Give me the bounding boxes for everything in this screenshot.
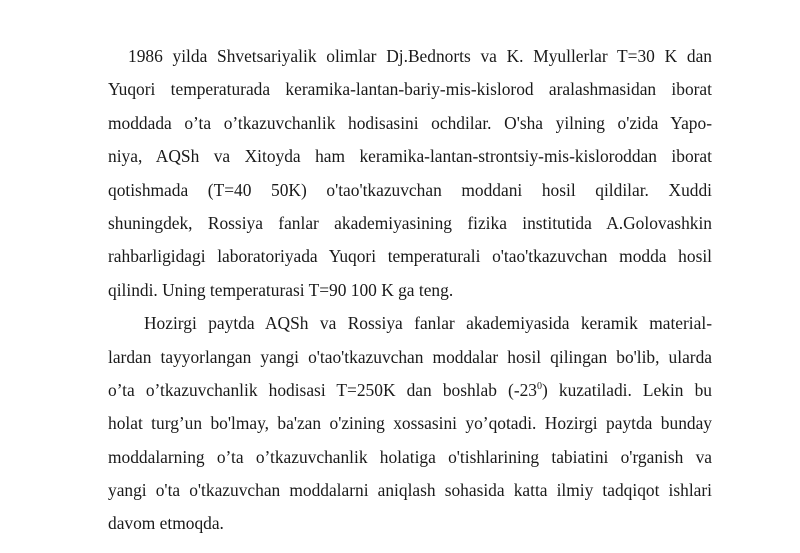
text-line: moddada o’ta o’tkazuvchanlik hodisasini ochdilar. O'sha yilning o'zida Yapo- xyxy=(108,112,712,133)
document-page xyxy=(108,40,712,541)
text-segment: ) kuzatiladi. Lekin bu xyxy=(542,379,712,400)
paragraph-2 xyxy=(108,307,712,541)
text-line: qotishmada (T=40 50K) o'tao'tkazuvchan moddani hosil qildilar. Xuddi xyxy=(108,179,712,200)
text-line: shuningdek, Rossiya fanlar akademiyasining fizika institutida A.Golovashkin xyxy=(108,212,712,233)
text-line: lardan tayyorlangan yangi o'tao'tkazuvchan moddalar hosil qilingan bo'lib, ularda xyxy=(108,346,712,367)
text-line: qilindi. Uning temperaturasi T=90 100 K ga teng. xyxy=(108,279,454,300)
text-line: rahbarligidagi laboratoriyada Yuqori temperaturali o'tao'tkazuvchan modda hosil xyxy=(108,246,712,267)
text-line: davom etmoqda. xyxy=(108,513,224,534)
text-segment: o’ta o’tkazuvchanlik hodisasi T=250K dan boshlab (-23 xyxy=(108,379,538,400)
text-line: 1986 yilda Shvetsariyalik olimlar Dj.Bednorts va K. Myullerlar T=30 K dan xyxy=(128,46,712,66)
text-line: moddalarning o’ta o’tkazuvchanlik holatiga o'tishlarining tabiatini o'rganish va xyxy=(108,446,712,467)
text-line: yangi o'ta o'tkazuvchan moddalarni aniqlash sohasida katta ilmiy tadqiqot ishlari xyxy=(108,480,712,501)
text-line: Hozirgi paytda AQSh va Rossiya fanlar akademiyasida keramik material- xyxy=(144,313,712,334)
text-line: niya, AQSh va Xitoyda ham keramika-lantan-strontsiy-mis-kisloroddan iborat xyxy=(108,146,712,167)
paragraph-1 xyxy=(108,40,712,307)
text-line: Yuqori temperaturada keramika-lantan-bariy-mis-kislorod aralashmasidan iborat xyxy=(108,79,712,100)
degree-superscript: 0 xyxy=(537,381,543,393)
text-line-with-superscript xyxy=(108,374,712,407)
text-line: holat turg’un bo'lmay, ba'zan o'zining xossasini yo’qotadi. Hozirgi paytda bunday xyxy=(108,413,712,434)
